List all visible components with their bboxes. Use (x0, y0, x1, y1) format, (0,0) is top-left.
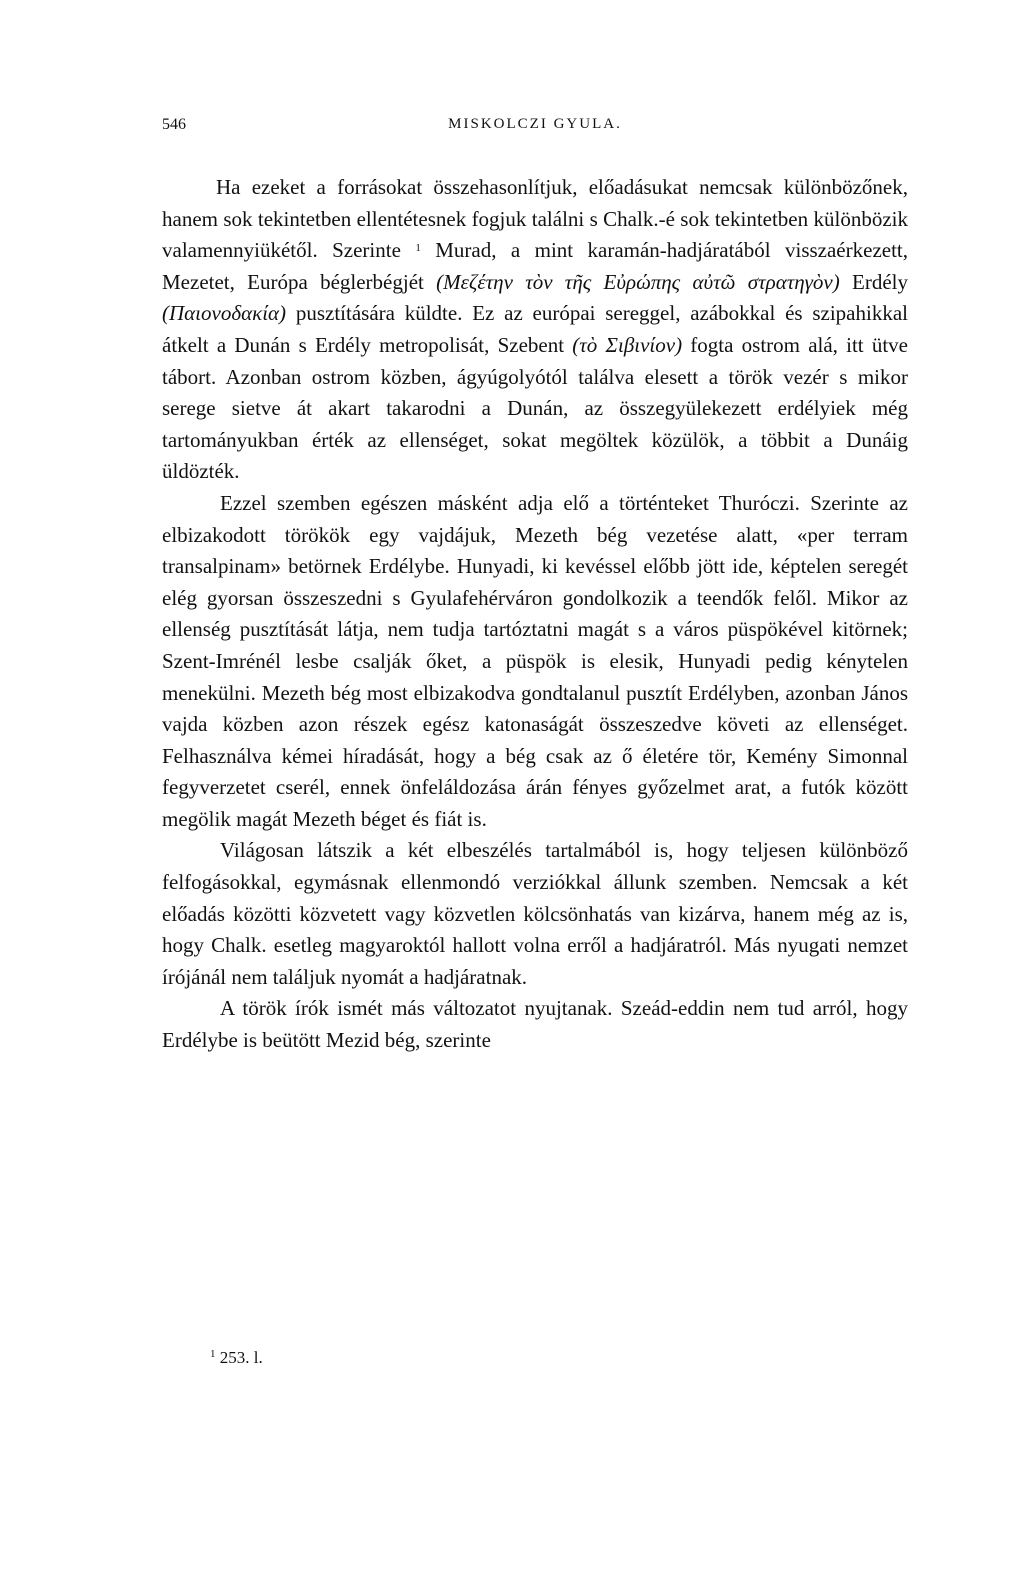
paragraph (162, 835, 908, 993)
text-run: A török írók ismét más változatot nyujtanak. Szeád-eddin nem tud arról, hogy Erdélybe is beütött Mezid bég, szerinte (162, 996, 908, 1053)
footnote-text: 253. l. (219, 1348, 263, 1367)
text-run: Világosan látszik a két elbeszélés tartalmából is, hogy teljesen különböző felfogásokkal, egymásnak ellenmondó verziókkal állunk szemben. Nemcsak a két előadás közötti közvetett vagy közvetlen kölcsönhatás van kizárva, hanem még az is, hogy Chalk. esetleg magyaroktól hallott volna erről a hadjáratról. Más nyugati nemzet írójánál nem találjuk nyomát a hadjáratnak. (162, 838, 908, 989)
paragraph (162, 993, 908, 1056)
footnote-reference: 1 (415, 242, 421, 255)
page (162, 116, 908, 1057)
footnote (210, 1348, 263, 1368)
text-run: Ha ezeket a forrásokat összehasonlítjuk, előadásukat nemcsak különbözőnek, hanem sok tekintetben ellentétesnek fogjuk találni s Chalk.-é sok tekintetben különbözik valamennyiükétől. Szerinte (162, 175, 908, 263)
text-run: Ezzel szemben egészen másként adja elő a történteket Thuróczi. Szerinte az elbizakodott törökök egy vajdájuk, Mezeth bég vezetése alatt, «per terram transalpinam» betörnek Erdélybe. Hunyadi, ki kevéssel előbb jött ide, képtelen seregét elég gyorsan összeszedni s Gyulafehérváron gondolkozik a teendők felől. Mikor az ellenség pusztítását látja, nem tudja tartóztatni magát s a város püspökével kitörnek; Szent-Imrénél lesbe csalják őket, a püspök is elesik, Hunyadi pedig kénytelen menekülni. Mezeth bég most elbizakodva gondtalanul pusztít Erdélyben, azonban János vajda közben azon részek egész katonaságát összeszedve követi az ellenséget. Felhasználva kémei híradását, hogy a bég csak az ő életére tör, Kemény Simonnal fegyverzetet cserél, ennek önfeláldozása árán fényes győzelmet arat, a futók között megölik magát Mezeth béget és fiát is. (162, 490, 908, 831)
greek-phrase: (Μεζέτην τὸν τῆς Εὐρώπης αὐτῶ στρατηγὸν) (436, 269, 840, 294)
paragraph (162, 172, 908, 488)
text-run: Erdély (839, 269, 909, 294)
text-run: pusztítására küldte. Ez az európai sereggel, azábokkal és szipahikkal átkelt a Dunán s Erdély metropolisát, Szebent (162, 301, 908, 357)
greek-phrase: (Παιονοδακία) (162, 301, 287, 326)
running-title: MISKOLCZI GYULA. (448, 116, 622, 132)
body-text (162, 172, 908, 1057)
footnote-marker: 1 (210, 1348, 216, 1360)
paragraph (162, 488, 908, 836)
text-run: fogta ostrom alá, itt ütve tábort. Azonban ostrom közben, ágyúgolyótól találva elesett a török vezér s mikor serege sietve át akart takarodni a Dunán, az összegyülekezett erdélyiek még tartományukban érték az ellenséget, sokat megöltek közülök, a többit a Dunáig üldözték. (162, 332, 908, 484)
page-number: 546 (162, 116, 186, 133)
page-header (162, 116, 908, 144)
greek-phrase: (τὸ Σιβινίον) (572, 332, 683, 357)
text-run: Murad, a mint karamán-hadjáratából visszaérkezett, Mezetet, Európa béglerbégjét (162, 238, 908, 294)
